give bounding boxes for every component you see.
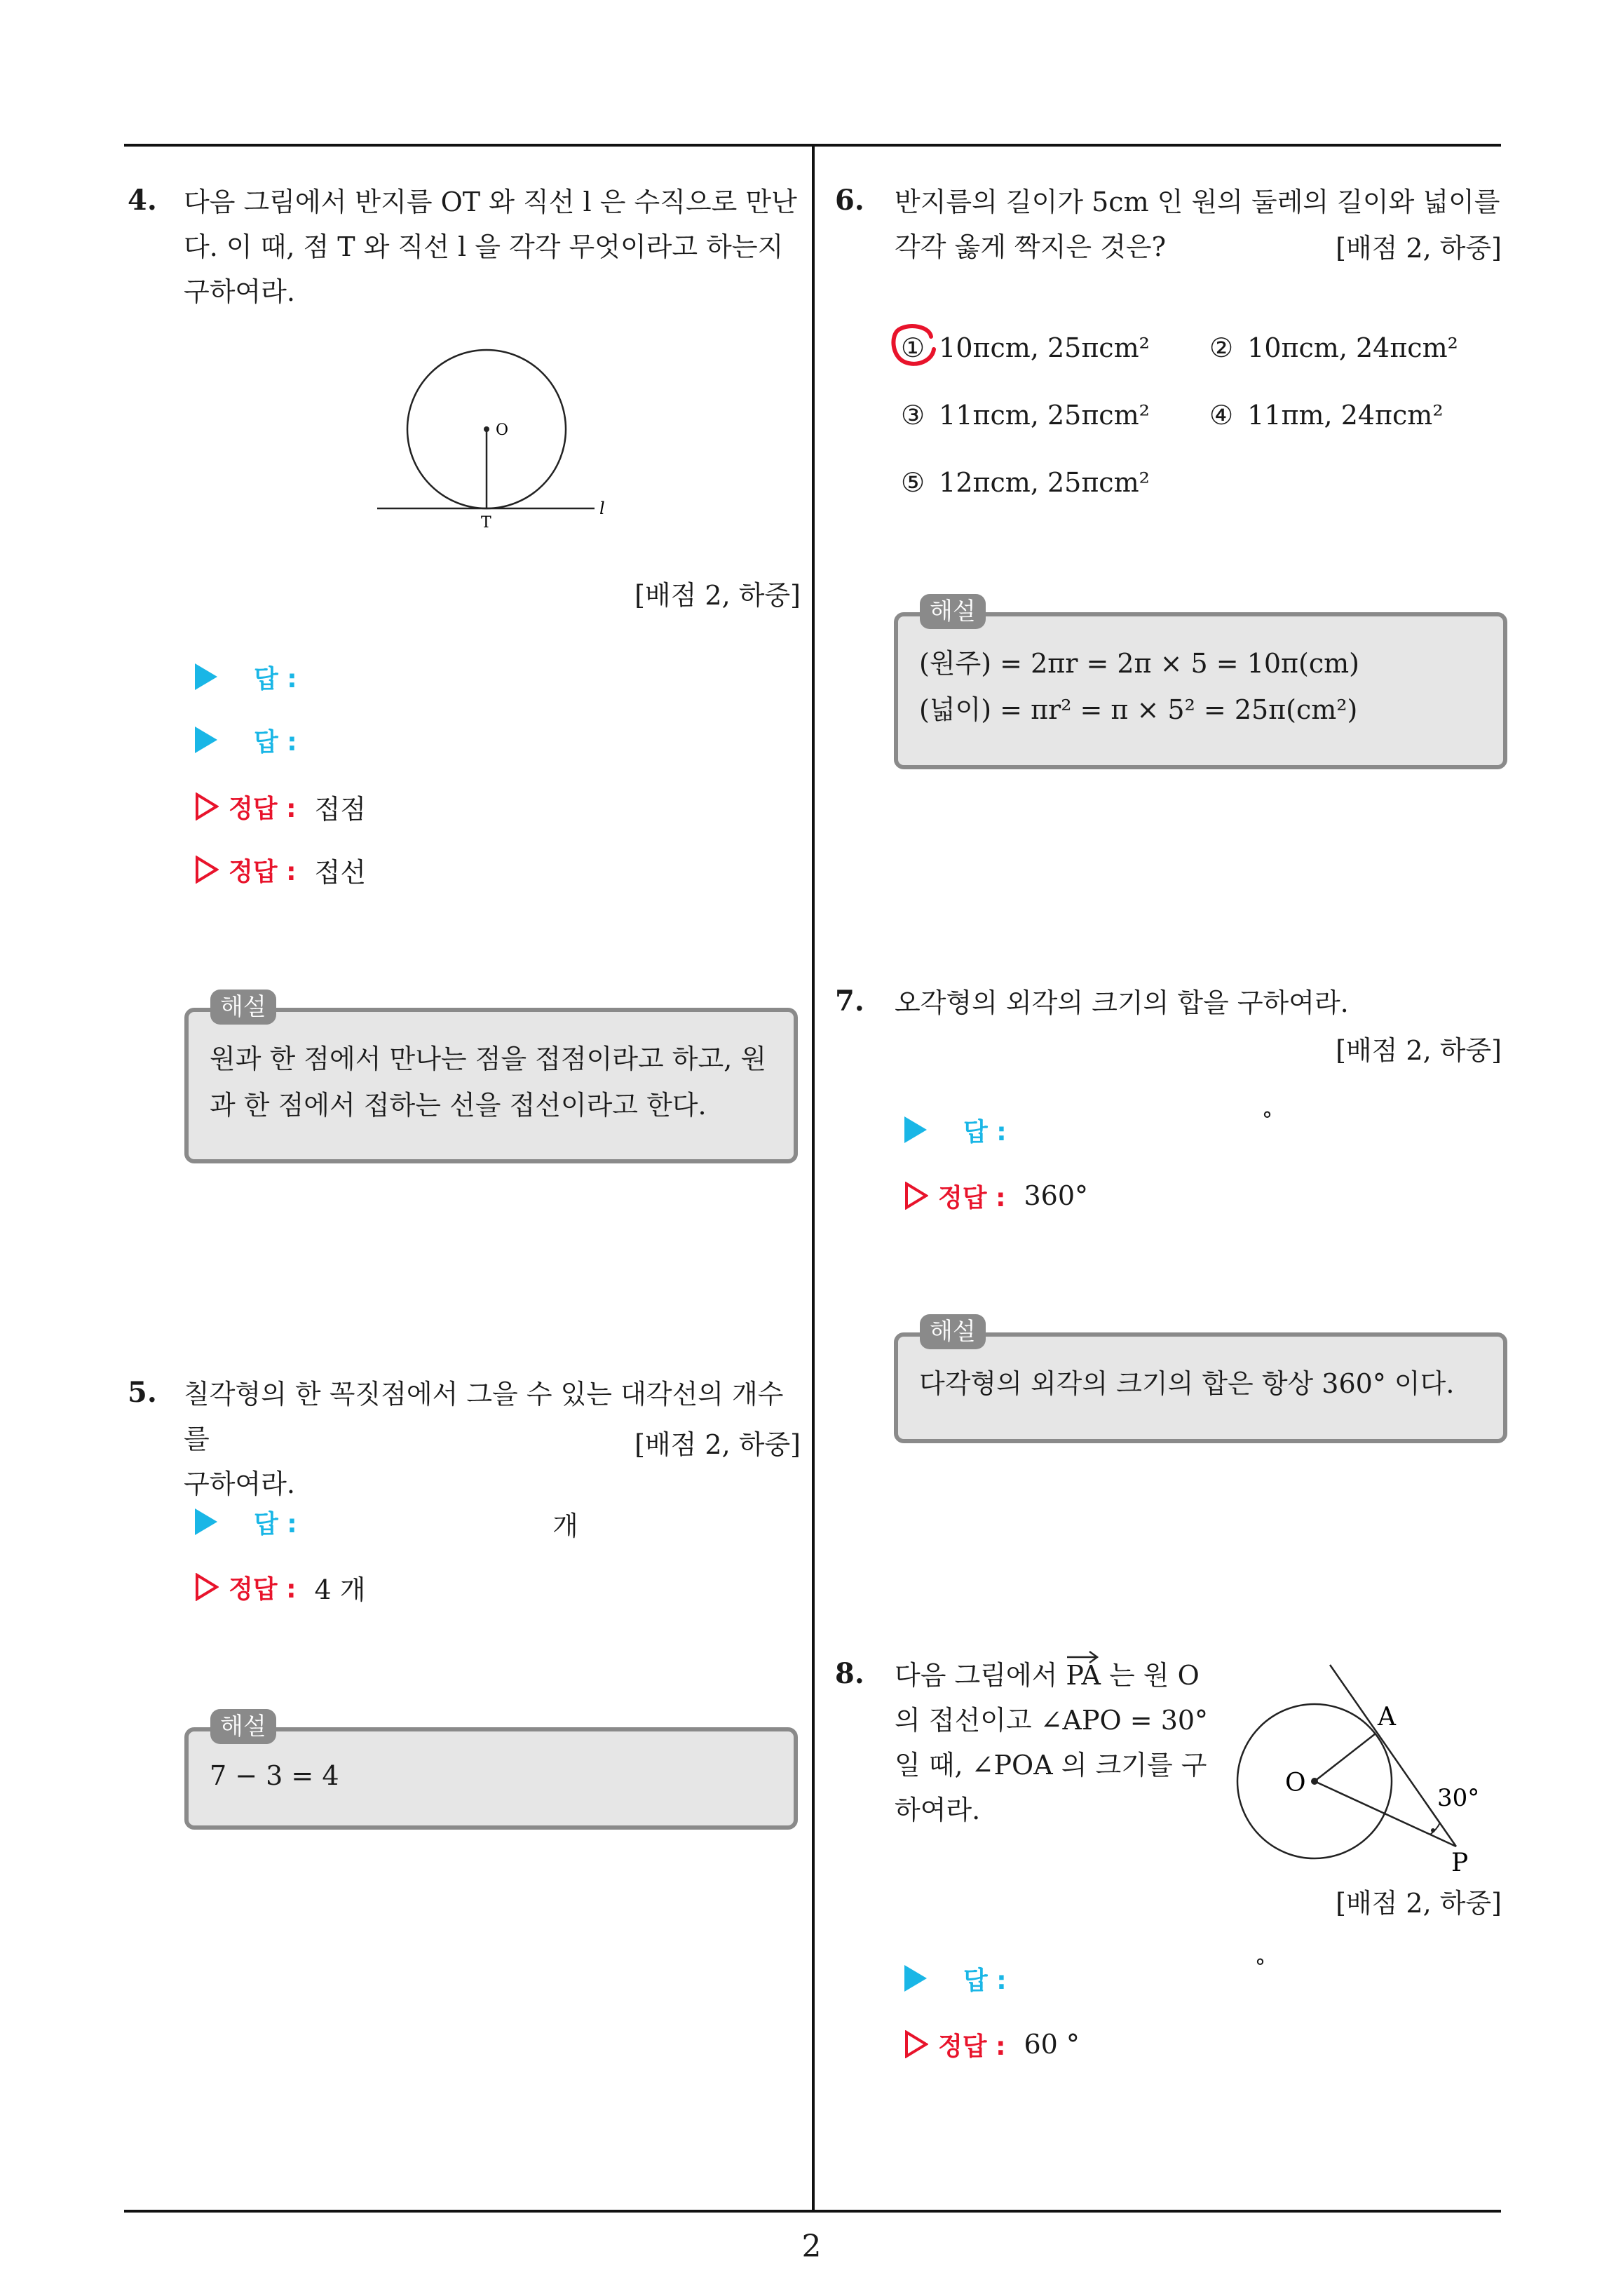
q5-line1: 칠각형의 한 꼭짓점에서 그을 수 있는 대각선의 개수를 [184, 1379, 784, 1454]
q4-correct-value-1: 접점 [314, 793, 366, 825]
q8-label-a: A [1378, 1703, 1396, 1731]
q4-figure [372, 344, 624, 536]
q8-ray-arrow-icon [1064, 1647, 1101, 1664]
q5-correct-value: 4 개 [314, 1574, 366, 1605]
q6-choice-5[interactable] [901, 467, 1150, 498]
correct-arrow-icon [195, 1573, 219, 1601]
q8-answer-label: 답 : [963, 1966, 1007, 1995]
q8-line1 [895, 1653, 1224, 1698]
q5-answer-label: 답 : [254, 1509, 297, 1539]
q7-number: 7. [835, 985, 864, 1018]
q6-choice-2-mark: ② [1209, 332, 1234, 363]
q6-choice-1-text: 10πcm, 25πcm² [939, 332, 1150, 363]
q6-choice-3[interactable] [901, 400, 1150, 431]
q8-line1-text: 다음 그림에서 PA 는 원 O [895, 1660, 1200, 1691]
q8-label-o: O [1285, 1769, 1306, 1797]
q6-points: [배점 2, 하중] [1336, 233, 1502, 264]
q4-answer-row-2[interactable] [195, 720, 297, 759]
q4-line2: 다. 이 때, 점 T 와 직선 l 을 각각 무엇이라고 하는지 [184, 231, 784, 262]
q8-segment-op [1315, 1781, 1456, 1846]
q4-points: [배점 2, 하중] [634, 580, 801, 611]
q4-answer-row-1[interactable] [195, 657, 297, 696]
q6-choice-4-mark: ④ [1209, 400, 1234, 431]
q4-explanation-line2: 과 한 점에서 접하는 선을 접선이라고 한다. [210, 1090, 707, 1121]
q5-answer-row[interactable] [195, 1502, 297, 1541]
q5-explanation-line1: 7 − 3 = 4 [210, 1760, 339, 1791]
q8-number: 8. [835, 1657, 864, 1690]
q6-line1: 반지름의 길이가 5cm 인 원의 둘레의 길이와 넓이를 [895, 187, 1500, 217]
q6-explanation-tag: 해설 [920, 594, 986, 629]
q5-number: 5. [128, 1376, 157, 1409]
q8-points: [배점 2, 하중] [1336, 1888, 1502, 1919]
q5-answer-unit: 개 [552, 1511, 578, 1541]
q5-correct-label: 정답 : [229, 1574, 297, 1604]
q4-answer-label-1: 답 : [254, 664, 297, 694]
q8-figure [1230, 1662, 1511, 1872]
q6-explanation [919, 640, 1359, 733]
q4-explanation-tag: 해설 [210, 990, 276, 1025]
bottom-rule [124, 2210, 1501, 2213]
q7-points: [배점 2, 하중] [1336, 1035, 1502, 1066]
q6-choice-4[interactable] [1209, 400, 1444, 431]
q4-line3: 구하여라. [184, 276, 295, 307]
q7-correct-label: 정답 : [938, 1183, 1006, 1213]
q4-explanation-box [184, 1008, 798, 1163]
q7-answer-label: 답 : [963, 1117, 1007, 1147]
q6-choice-3-text: 11πcm, 25πcm² [939, 400, 1150, 431]
page-number: 2 [801, 2229, 822, 2264]
correct-arrow-icon [904, 1182, 928, 1210]
q4-line1: 다음 그림에서 반지름 OT 와 직선 l 은 수직으로 만난 [184, 187, 797, 217]
answer-arrow-icon [904, 1116, 927, 1143]
q7-explanation-box [894, 1332, 1507, 1443]
correct-arrow-icon [195, 856, 219, 884]
q5-explanation-box [184, 1727, 798, 1830]
q8-answer-row[interactable] [904, 1959, 1007, 1998]
q6-choice-4-text: 11πm, 24πcm² [1247, 400, 1444, 431]
answer-arrow-icon [195, 727, 217, 753]
q5-line2: 구하여라. [184, 1468, 295, 1499]
q6-selected-circle-icon [889, 321, 939, 370]
q6-choice-5-text: 12πcm, 25πcm² [939, 467, 1150, 498]
q7-correct-value: 360° [1024, 1180, 1089, 1211]
q4-question [184, 180, 801, 314]
q5-correct-row [195, 1567, 365, 1607]
q6-choice-2[interactable] [1209, 332, 1458, 363]
q4-correct-label-2: 정답 : [229, 857, 297, 886]
q6-number: 6. [835, 184, 864, 217]
q4-correct-row-2 [195, 850, 366, 889]
q8-line2: 의 접선이고 ∠APO = 30° [895, 1705, 1209, 1736]
q7-explanation-line1: 다각형의 외각의 크기의 합은 항상 360° 이다. [919, 1368, 1455, 1399]
q7-answer-unit: ° [1262, 1108, 1272, 1133]
answer-arrow-icon [195, 663, 217, 690]
q8-angle-arc [1430, 1823, 1440, 1835]
q4-explanation [210, 1036, 766, 1128]
q4-correct-value-2: 접선 [314, 856, 366, 888]
q7-correct-row [904, 1176, 1088, 1215]
q8-tangent-pa [1330, 1665, 1456, 1846]
q6-line2: 각각 옳게 짝지은 것은? [895, 231, 1166, 262]
q8-answer-unit: ° [1255, 1955, 1265, 1980]
q6-choice-5-mark: ⑤ [901, 467, 925, 498]
q8-angle-dot [1431, 1828, 1435, 1832]
q6-explanation-line1: (원주) = 2πr = 2π × 5 = 10π(cm) [919, 648, 1359, 679]
q6-explanation-line2: (넓이) = πr² = π × 5² = 25π(cm²) [919, 694, 1358, 725]
q6-explanation-box [894, 612, 1507, 769]
q8-label-angle: 30° [1437, 1784, 1480, 1812]
q4-correct-label-1: 정답 : [229, 794, 297, 823]
q7-line1: 오각형의 외각의 크기의 합을 구하여라. [895, 987, 1349, 1018]
q7-answer-row[interactable] [904, 1110, 1007, 1149]
q8-correct-row [904, 2025, 1080, 2064]
q4-number: 4. [128, 184, 157, 217]
q6-choice-1-mark: ① [901, 332, 925, 363]
q4-correct-row-1 [195, 787, 366, 826]
q8-line3: 일 때, ∠POA 의 크기를 구 [895, 1750, 1207, 1781]
q4-answer-label-2: 답 : [254, 727, 297, 757]
q8-line4: 하여라. [895, 1795, 981, 1825]
q8-label-p: P [1451, 1849, 1469, 1872]
q4-label-l: l [599, 499, 605, 518]
q7-explanation-tag: 해설 [920, 1314, 986, 1349]
answer-arrow-icon [904, 1965, 927, 1992]
q8-correct-value: 60 ° [1024, 2029, 1080, 2060]
q5-explanation-tag: 해설 [210, 1709, 276, 1744]
q6-choice-3-mark: ③ [901, 400, 925, 431]
q6-choice-2-text: 10πcm, 24πcm² [1247, 332, 1458, 363]
q4-label-o: O [496, 421, 509, 439]
correct-arrow-icon [904, 2030, 928, 2058]
answer-arrow-icon [195, 1508, 217, 1535]
q4-label-t: T [481, 514, 491, 532]
q4-center-dot [484, 426, 489, 432]
column-divider [812, 144, 815, 2211]
q4-explanation-line1: 원과 한 점에서 만나는 점을 접점이라고 하고, 원 [210, 1044, 767, 1074]
correct-arrow-icon [195, 792, 219, 821]
q8-correct-label: 정답 : [938, 2032, 1006, 2061]
q8-radius-oa [1315, 1734, 1376, 1781]
q5-points: [배점 2, 하중] [634, 1429, 801, 1460]
q8-question [895, 1653, 1224, 1832]
